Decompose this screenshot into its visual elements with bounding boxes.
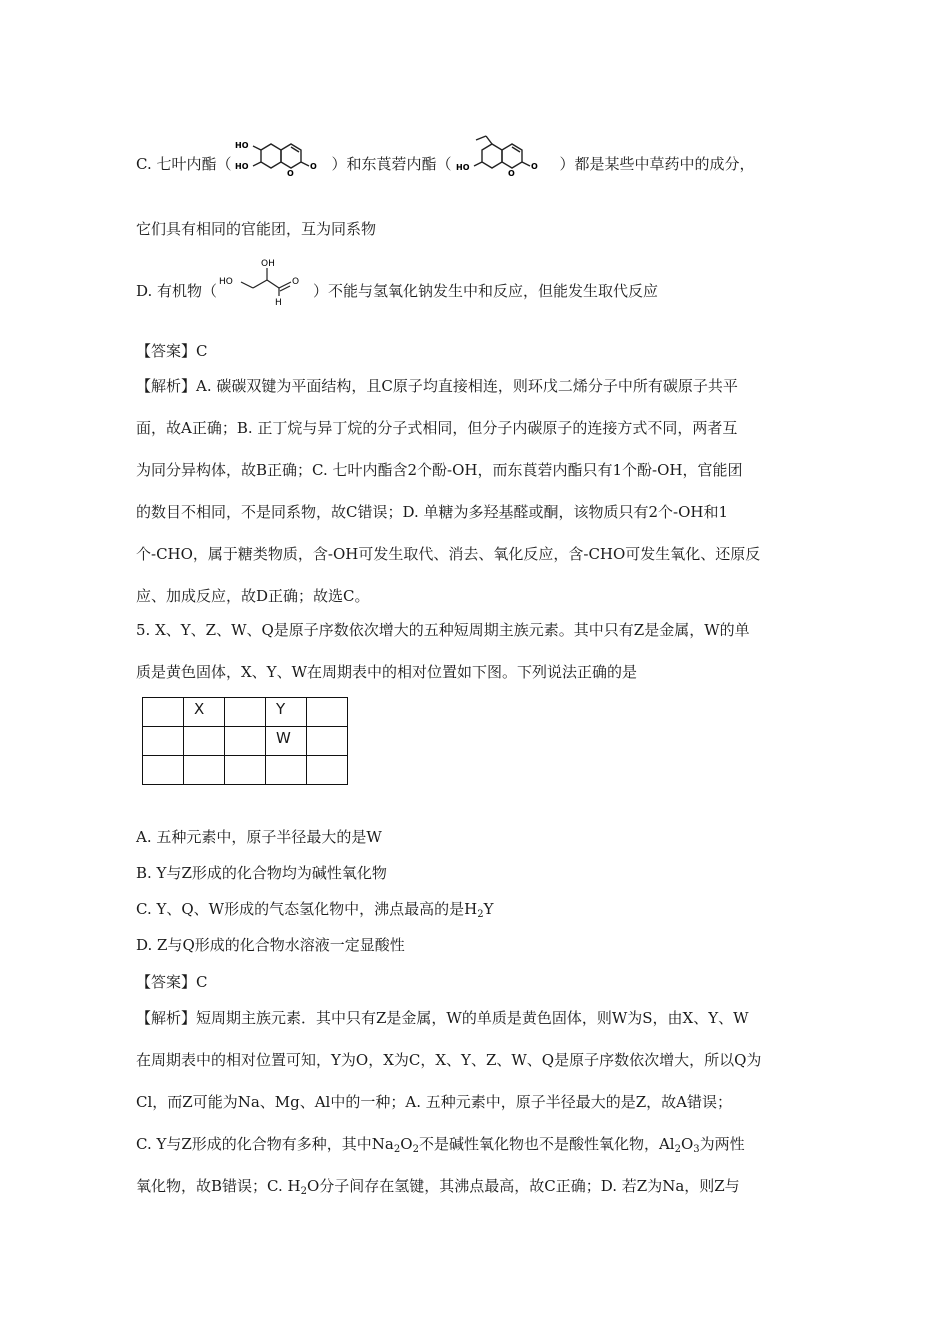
table-cell	[225, 698, 266, 727]
mol3-oh-top: OH	[261, 259, 275, 269]
q5-analysis-line	[136, 1133, 745, 1155]
option-d-prefix: D. 有机物（	[136, 282, 218, 300]
mol1-oh-top: HO	[235, 141, 249, 150]
q4-answer: 【答案】C	[136, 342, 208, 360]
subscript: 2	[674, 1144, 681, 1155]
q5-stem-line: 5. X、Y、Z、W、Q是原子序数依次增大的五种短周期主族元素。其中只有Z是金属，W的单	[136, 621, 750, 639]
mol3-ho-left: HO	[219, 277, 233, 287]
q5-analysis-line: 【解析】短周期主族元素．其中只有Z是金属，W的单质是黄色固体，则W为S，由X、Y、W	[136, 1009, 749, 1027]
mol1-o-carbonyl: O	[310, 162, 318, 171]
q4-analysis-line: 个-CHO，属于糖类物质，含-OH可发生取代、消去、氧化反应，含-CHO可发生氧化、还原反	[136, 545, 761, 563]
glyceraldehyde-structure-icon	[217, 256, 313, 306]
esculetin-structure-icon	[231, 136, 331, 180]
text-segment: O	[400, 1135, 413, 1153]
table-cell	[225, 727, 266, 756]
text-segment: C. Y与Z形成的化合物有多种，其中Na	[136, 1135, 394, 1153]
q5-answer: 【答案】C	[136, 973, 208, 991]
q4-analysis-line: 应、加成反应，故D正确；故选C。	[136, 587, 370, 605]
mol1-oh-bottom: HO	[235, 162, 249, 171]
text-segment: O分子间存在氢键，其沸点最高，故C正确；D. 若Z为Na，则Z与	[306, 1177, 740, 1195]
mol3-o-ald: O	[292, 277, 300, 287]
mol2-o-ring: O	[507, 169, 515, 178]
table-row	[143, 727, 348, 756]
text-segment: 为两性	[699, 1135, 745, 1153]
table-row	[143, 756, 348, 785]
subscript: 2	[412, 1144, 419, 1155]
table-cell	[143, 756, 184, 785]
q5-analysis-line: Cl，而Z可能为Na、Mg、Al中的一种；A. 五种元素中，原子半径最大的是Z，故A错误；	[136, 1093, 732, 1111]
q5-analysis-line: 在周期表中的相对位置可知，Y为O，X为C，X、Y、Z、W、Q是原子序数依次增大，所以Q为	[136, 1051, 762, 1069]
q4-analysis-line: 面，故A正确；B. 正丁烷与异丁烷的分子式相同，但分子内碳原子的连接方式不同，两者互	[136, 419, 738, 437]
q4-analysis-line: 的数目不相同，不是同系物，故C错误；D. 单糖为多羟基醛或酮，该物质只有2个-OH和1	[136, 503, 729, 521]
q5-option-c	[136, 898, 493, 920]
table-cell	[143, 727, 184, 756]
q5-option-c-tail: Y	[483, 900, 494, 918]
mol2-oh: HO	[455, 163, 469, 172]
option-c-mid: ）和东莨菪内酯（	[331, 155, 452, 173]
table-cell	[307, 756, 348, 785]
q5-stem-line: 质是黄色固体，X、Y、W在周期表中的相对位置如下图。下列说法正确的是	[136, 663, 638, 681]
table-row	[143, 698, 348, 727]
option-c-prefix: C. 七叶内酯（	[136, 155, 232, 173]
subscript: 3	[693, 1144, 700, 1155]
table-cell	[184, 727, 225, 756]
table-cell: W	[266, 727, 307, 756]
table-cell	[307, 698, 348, 727]
option-c-suffix: ）都是某些中草药中的成分，	[559, 155, 755, 173]
q5-option-a: A. 五种元素中，原子半径最大的是W	[136, 828, 382, 846]
q5-option-d: D. Z与Q形成的化合物水溶液一定显酸性	[136, 936, 405, 954]
subscript: 2	[393, 1144, 401, 1155]
mol2-o-carbonyl: O	[530, 162, 538, 171]
text-segment: 不是碱性氧化物也不是酸性氧化物，Al	[418, 1135, 675, 1153]
q5-option-c-text: C. Y、Q、W形成的气态氢化物中，沸点最高的是H	[136, 900, 478, 918]
q4-analysis-line: 为同分异构体，故B正确；C. 七叶内酯含2个酚-OH，而东莨菪内酯只有1个酚-OH，官能团	[136, 461, 743, 479]
option-c-line2: 它们具有相同的官能团，互为同系物	[136, 220, 377, 238]
q5-analysis-line	[136, 1175, 740, 1197]
q5-option-b: B. Y与Z形成的化合物均为碱性氧化物	[136, 864, 387, 882]
periodic-table-fragment	[142, 697, 348, 785]
scopoletin-structure-icon	[452, 130, 560, 180]
mol1-o-ring: O	[287, 169, 295, 178]
table-cell	[307, 727, 348, 756]
text-segment: 氧化物，故B错误；C. H	[136, 1177, 301, 1195]
option-c-line1	[136, 141, 755, 180]
subscript: 2	[300, 1186, 307, 1197]
table-cell	[266, 756, 307, 785]
subscript: 2	[477, 909, 484, 920]
text-segment: O	[680, 1135, 694, 1153]
table-cell	[225, 756, 266, 785]
mol3-h-ald: H	[275, 298, 282, 306]
option-d-line	[136, 259, 659, 306]
table-cell	[184, 756, 225, 785]
table-cell: X	[184, 698, 225, 727]
q4-analysis-line: 【解析】A. 碳碳双键为平面结构，且C原子均直接相连，则环戊二烯分子中所有碳原子共平	[136, 377, 738, 395]
table-cell: Y	[266, 698, 307, 727]
option-d-suffix: ）不能与氢氧化钠发生中和反应，但能发生取代反应	[313, 282, 659, 300]
table-cell	[143, 698, 184, 727]
